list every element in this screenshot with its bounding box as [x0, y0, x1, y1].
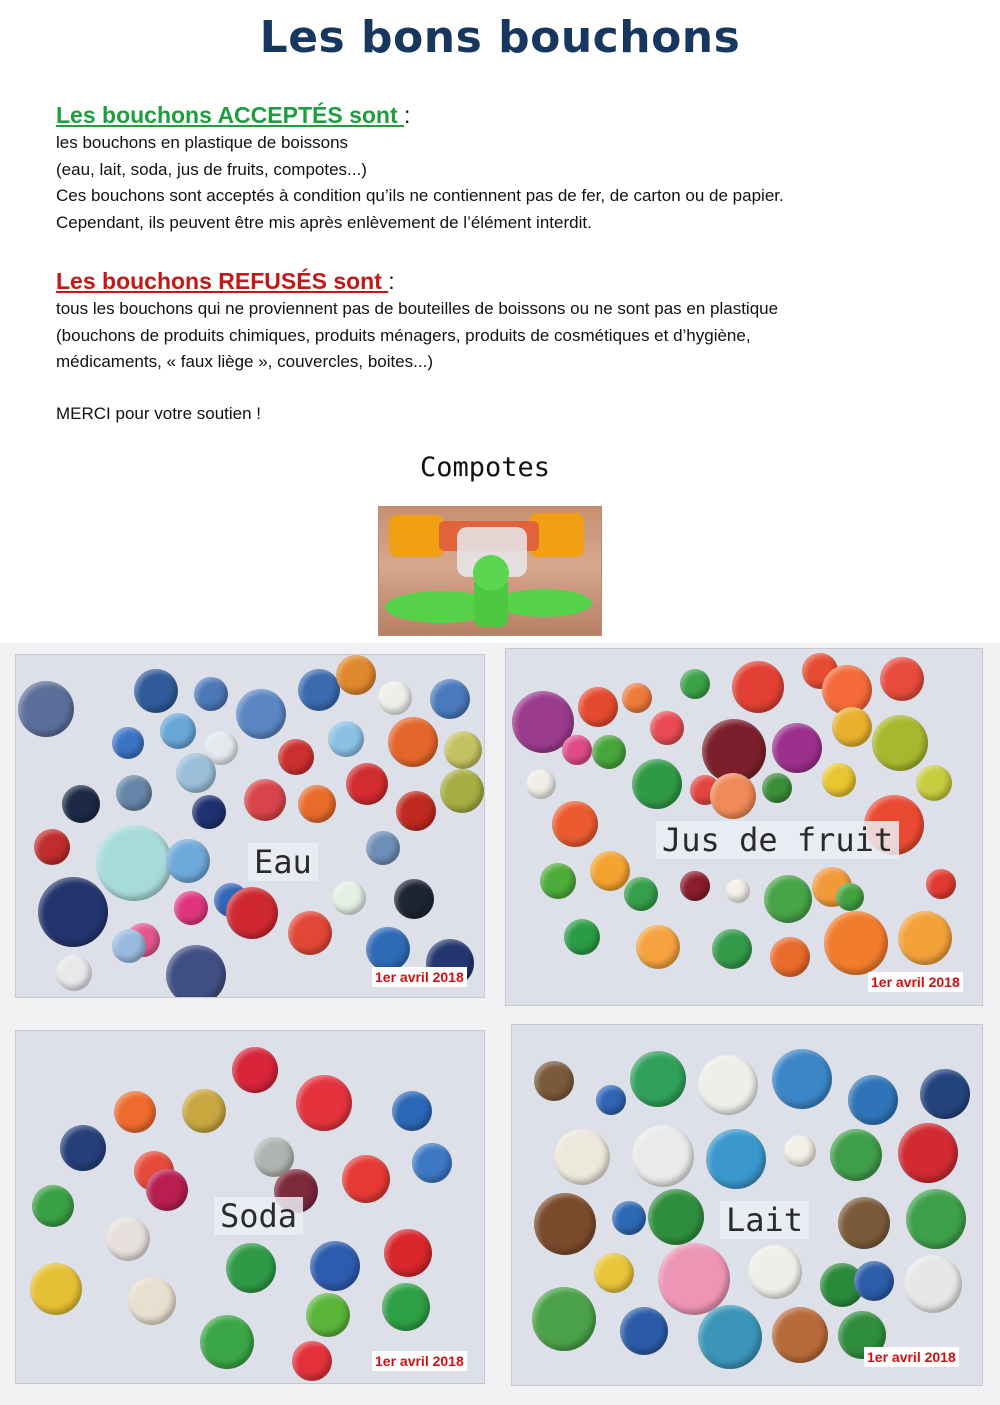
cap: [278, 739, 314, 775]
cap: [160, 713, 196, 749]
cap: [18, 681, 74, 737]
cap: [244, 779, 286, 821]
panel-label: Jus de fruit: [656, 821, 899, 859]
panel-eau: [16, 655, 484, 997]
cap: [832, 707, 872, 747]
cap: [590, 851, 630, 891]
cap: [770, 937, 810, 977]
date-stamp: 1er avril 2018: [372, 1351, 467, 1371]
cap: [292, 1341, 332, 1381]
cap: [174, 891, 208, 925]
cap: [594, 1253, 634, 1293]
cap: [898, 911, 952, 965]
accepted-heading-colon: :: [404, 102, 411, 128]
cap: [906, 1189, 966, 1249]
cap: [534, 1193, 596, 1255]
cap: [32, 1185, 74, 1227]
cap: [336, 655, 376, 695]
cap: [658, 1243, 730, 1315]
cap: [128, 1277, 176, 1325]
accepted-line: Ces bouchons sont acceptés à condition qu’ils ne contiennent pas de fer, de carton ou de papier.: [56, 186, 784, 205]
cap: [848, 1075, 898, 1125]
cap: [748, 1245, 802, 1299]
cap: [772, 1049, 832, 1109]
cap: [412, 1143, 452, 1183]
cap: [534, 1061, 574, 1101]
compotes-label: Compotes: [419, 452, 551, 483]
cap: [166, 945, 226, 997]
cap: [532, 1287, 596, 1351]
cap: [624, 877, 658, 911]
panel-soda: [16, 1031, 484, 1383]
cap: [328, 721, 364, 757]
cap: [698, 1055, 758, 1115]
cap: [772, 1307, 828, 1363]
panel-lait: [512, 1025, 982, 1385]
refused-line: médicaments, « faux liège », couvercles, boites...): [56, 352, 434, 371]
cap: [236, 689, 286, 739]
cap: [166, 839, 210, 883]
cap: [526, 769, 556, 799]
cap: [872, 715, 928, 771]
panel-label: Eau: [248, 843, 318, 881]
cap: [732, 661, 784, 713]
cap: [106, 1217, 150, 1261]
cap: [822, 763, 856, 797]
cap: [226, 1243, 276, 1293]
cap: [552, 801, 598, 847]
cap: [620, 1307, 668, 1355]
cap: [578, 687, 618, 727]
cap: [232, 1047, 278, 1093]
cap: [306, 1293, 350, 1337]
cap: [622, 683, 652, 713]
cap: [226, 887, 278, 939]
cap: [288, 911, 332, 955]
cap: [830, 1129, 882, 1181]
cap: [392, 1091, 432, 1131]
cap: [56, 955, 92, 991]
cap: [762, 773, 792, 803]
cap: [38, 877, 108, 947]
cap: [112, 929, 146, 963]
cap: [384, 1229, 432, 1277]
cap: [332, 881, 366, 915]
accepted-line: (eau, lait, soda, jus de fruits, compotes...): [56, 159, 367, 179]
cap: [192, 795, 226, 829]
cap: [396, 791, 436, 831]
refused-heading-colon: :: [388, 268, 395, 294]
cap: [562, 735, 592, 765]
cap: [30, 1263, 82, 1315]
refused-heading: [56, 266, 956, 296]
cap: [706, 1129, 766, 1189]
cap: [296, 1075, 352, 1131]
cap: [710, 773, 756, 819]
cap: [430, 679, 470, 719]
cap: [298, 785, 336, 823]
cap: [764, 875, 812, 923]
cap: [366, 831, 400, 865]
cap: [114, 1091, 156, 1133]
cap: [680, 669, 710, 699]
cap: [636, 925, 680, 969]
cap: [648, 1189, 704, 1245]
accepted-section: [56, 100, 956, 236]
cap: [112, 727, 144, 759]
date-stamp: 1er avril 2018: [868, 972, 963, 992]
cap: [394, 879, 434, 919]
cap: [836, 883, 864, 911]
cap: [838, 1197, 890, 1249]
cap: [726, 879, 750, 903]
cap: [772, 723, 822, 773]
panel-jus-de-fruit: [506, 649, 982, 1005]
cap: [96, 825, 172, 901]
cap: [200, 1315, 254, 1369]
cap: [176, 753, 216, 793]
cap: [824, 911, 888, 975]
date-stamp: 1er avril 2018: [864, 1347, 959, 1367]
cap: [926, 869, 956, 899]
cap: [784, 1135, 816, 1167]
refused-heading-text: Les bouchons REFUSÉS sont: [56, 268, 389, 294]
cap: [440, 769, 484, 813]
cap: [60, 1125, 106, 1171]
cap: [612, 1201, 646, 1235]
cap: [920, 1069, 970, 1119]
panel-label: Lait: [720, 1201, 809, 1239]
cap: [298, 669, 340, 711]
cap: [182, 1089, 226, 1133]
cap: [146, 1169, 188, 1211]
cap: [632, 1125, 694, 1187]
cap: [62, 785, 100, 823]
cap: [444, 731, 482, 769]
cap: [342, 1155, 390, 1203]
cap: [904, 1255, 962, 1313]
panel-label: Soda: [214, 1197, 303, 1235]
cap: [650, 711, 684, 745]
cap: [554, 1129, 610, 1185]
accepted-line: les bouchons en plastique de boissons: [56, 133, 349, 152]
cap: [366, 927, 410, 971]
cap: [854, 1261, 894, 1301]
cap: [540, 863, 576, 899]
cap: [898, 1123, 958, 1183]
accepted-heading-text: Les bouchons ACCEPTÉS sont: [56, 102, 405, 128]
thanks-text: MERCI pour votre soutien !: [56, 404, 262, 423]
compote-cap-photo: [378, 506, 602, 636]
cap: [116, 775, 152, 811]
refused-text: [56, 296, 956, 376]
cap: [310, 1241, 360, 1291]
accepted-heading: [56, 100, 956, 130]
cap: [34, 829, 70, 865]
cap: [880, 657, 924, 701]
cap: [698, 1305, 762, 1369]
cap: [592, 735, 626, 769]
compote-cap-illustration: [379, 507, 601, 635]
cap: [564, 919, 600, 955]
cap: [680, 871, 710, 901]
refused-line: (bouchons de produits chimiques, produits ménagers, produits de cosmétiques et d’hygiène,: [56, 325, 751, 345]
cap: [194, 677, 228, 711]
accepted-text: [56, 130, 956, 236]
accepted-line: Cependant, ils peuvent être mis après enlèvement de l’élément interdit.: [56, 212, 592, 232]
page-title: Les bons bouchons: [259, 12, 741, 63]
cap: [916, 765, 952, 801]
cap: [378, 681, 412, 715]
cap: [632, 759, 682, 809]
refused-section: [56, 266, 956, 376]
refused-line: tous les bouchons qui ne proviennent pas de bouteilles de boissons ou ne sont pas en plastique: [56, 299, 779, 318]
date-stamp: 1er avril 2018: [372, 967, 467, 987]
cap: [596, 1085, 626, 1115]
cap: [134, 669, 178, 713]
cap: [346, 763, 388, 805]
cap: [382, 1283, 430, 1331]
caps-photo-grid: [0, 643, 1000, 1405]
cap: [630, 1051, 686, 1107]
cap: [712, 929, 752, 969]
cap: [388, 717, 438, 767]
